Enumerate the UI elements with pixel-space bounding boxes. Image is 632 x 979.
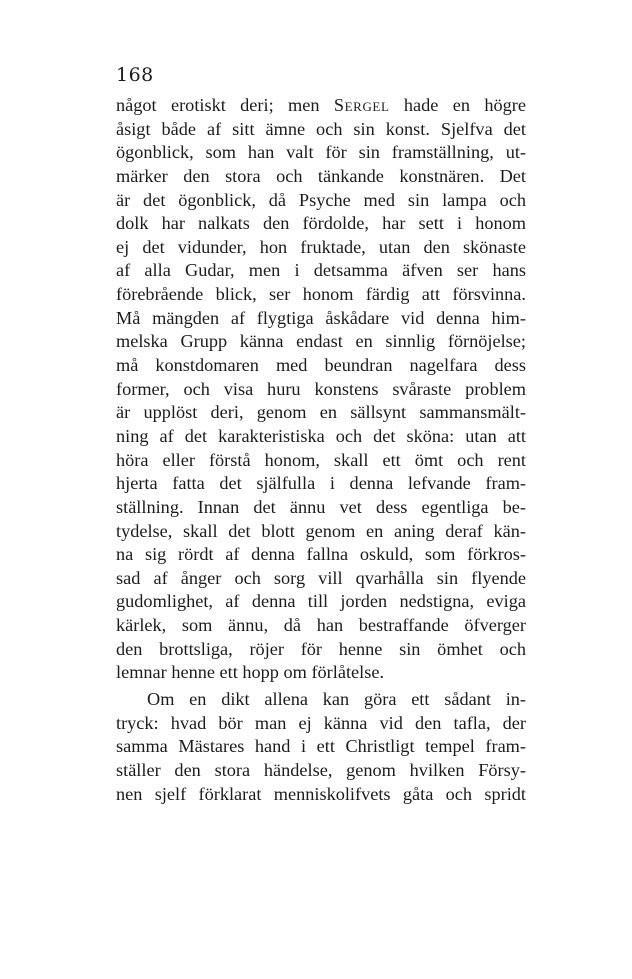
text-line: lemnar henne ett hopp om förlåtelse.	[116, 662, 385, 683]
text-line: åsigt både af sitt ämne och sin konst. Sjelfva det	[116, 118, 526, 139]
text-line: ställning. Innan det ännu vet dess egentliga be-	[116, 496, 526, 517]
text-line: melska Grupp känna endast en sinnlig förnöjelse;	[116, 331, 526, 352]
text-line: må konstdomaren med beundran nagelfara dess	[116, 355, 526, 376]
text-line: ögonblick, som han valt för sin framställning, ut-	[116, 142, 526, 163]
paragraph-1	[116, 94, 526, 685]
page-number: 168	[116, 64, 154, 86]
text-line: former, och visa huru konstens svåraste problem	[116, 378, 526, 399]
text-line: ställer den stora händelse, genom hvilken Försy-	[116, 759, 526, 780]
text-line: den brottsliga, röjer för henne sin ömhet och	[116, 638, 526, 659]
text-line: tydelse, skall det blott genom en aning deraf kän-	[116, 520, 526, 541]
paragraph-2	[116, 688, 526, 806]
text-line: samma Mästares hand i ett Christligt tempel fram-	[116, 736, 526, 757]
text-line: är upplöst deri, genom en sällsynt sammansmält-	[116, 402, 526, 423]
text-line	[116, 94, 526, 118]
text-line: kärlek, som ännu, då han bestraffande öfverger	[116, 615, 526, 636]
text-line: höra eller förstå honom, skall ett ömt och rent	[116, 449, 526, 470]
text-line: märker den stora och tänkande konstnären. Det	[116, 165, 526, 186]
text-line: na sig rördt af denna fallna oskuld, som förkros-	[116, 544, 526, 565]
text-line: ej det vidunder, hon fruktade, utan den skönaste	[116, 236, 526, 257]
text-line: Om en dikt allena kan göra ett sådant in-	[147, 689, 526, 709]
text-line: ning af det karakteristiska och det sköna: utan att	[116, 425, 526, 446]
text-line: gudomlighet, af denna till jorden nedstigna, eviga	[116, 591, 526, 612]
text-line: förebrående blick, ser honom färdig att försvinna.	[116, 284, 526, 305]
text-line: af alla Gudar, men i detsamma äfven ser hans	[116, 260, 526, 281]
text-line: dolk har nalkats den fördolde, har sett i honom	[116, 213, 526, 234]
text-line: Må mängden af flygtiga åskådare vid denna him-	[116, 307, 526, 328]
text-segment: något erotiskt deri; men	[116, 95, 334, 115]
text-line: är det ögonblick, då Psyche med sin lampa och	[116, 189, 526, 210]
text-line: sad af ånger och sorg vill qvarhålla sin flyende	[116, 567, 526, 588]
text-segment: hade en högre	[389, 95, 526, 115]
proper-name: Sergel	[333, 95, 390, 115]
text-line: tryck: hvad bör man ej känna vid den tafla, der	[116, 712, 526, 733]
text-line: hjerta fatta det själfulla i denna lefvande fram-	[116, 473, 526, 494]
text-line: nen sjelf förklarat menniskolifvets gåta och spridt	[116, 783, 526, 804]
